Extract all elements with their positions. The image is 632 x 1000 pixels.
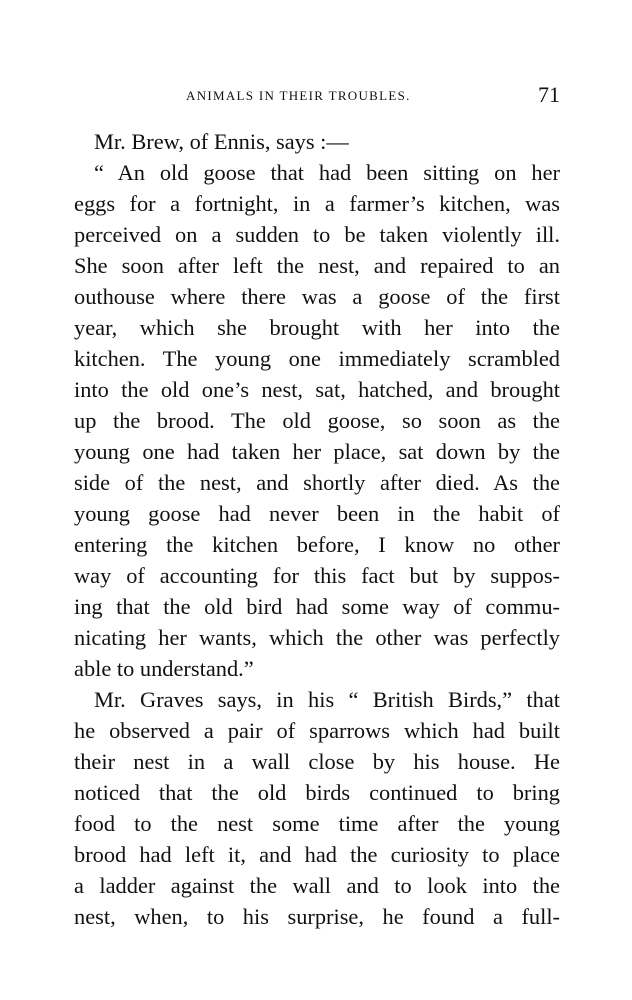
text-line: way of accounting for this fact but by suppos-	[74, 563, 560, 588]
text-line: food to the nest some time after the young	[74, 811, 560, 836]
text-line: a ladder against the wall and to look into the	[74, 873, 560, 898]
text-line: eggs for a fortnight, in a farmer’s kitchen, was	[74, 191, 560, 216]
text-line: he observed a pair of sparrows which had built	[74, 718, 560, 743]
text-line: Mr. Graves says, in his “ British Birds,” that	[94, 687, 560, 712]
text-line: kitchen. The young one immediately scrambled	[74, 346, 560, 371]
text-line: outhouse where there was a goose of the first	[74, 284, 560, 309]
text-line: “ An old goose that had been sitting on her	[94, 160, 560, 185]
text-line: side of the nest, and shortly after died. As the	[74, 470, 560, 495]
text-line: She soon after left the nest, and repaired to an	[74, 253, 560, 278]
text-line: into the old one’s nest, sat, hatched, and brought	[74, 377, 560, 402]
text-line: their nest in a wall close by his house. He	[74, 749, 560, 774]
text-line: young one had taken her place, sat down by the	[74, 439, 560, 464]
text-line: young goose had never been in the habit of	[74, 501, 560, 526]
text-line: nicating her wants, which the other was perfectly	[74, 625, 560, 650]
text-line: brood had left it, and had the curiosity to place	[74, 842, 560, 867]
text-line: up the brood. The old goose, so soon as the	[74, 408, 560, 433]
text-line: noticed that the old birds continued to bring	[74, 780, 560, 805]
text-line: entering the kitchen before, I know no other	[74, 532, 560, 557]
text-line: year, which she brought with her into the	[74, 315, 560, 340]
running-title: ANIMALS IN THEIR TROUBLES.	[186, 88, 411, 103]
page-number: 71	[538, 82, 560, 107]
text-line: able to understand.”	[74, 656, 254, 681]
text-line: nest, when, to his surprise, he found a full-	[74, 904, 560, 929]
text-line: perceived on a sudden to be taken violently ill.	[74, 222, 560, 247]
text-line: ing that the old bird had some way of commu-	[74, 594, 560, 619]
text-line: Mr. Brew, of Ennis, says :—	[94, 129, 349, 154]
